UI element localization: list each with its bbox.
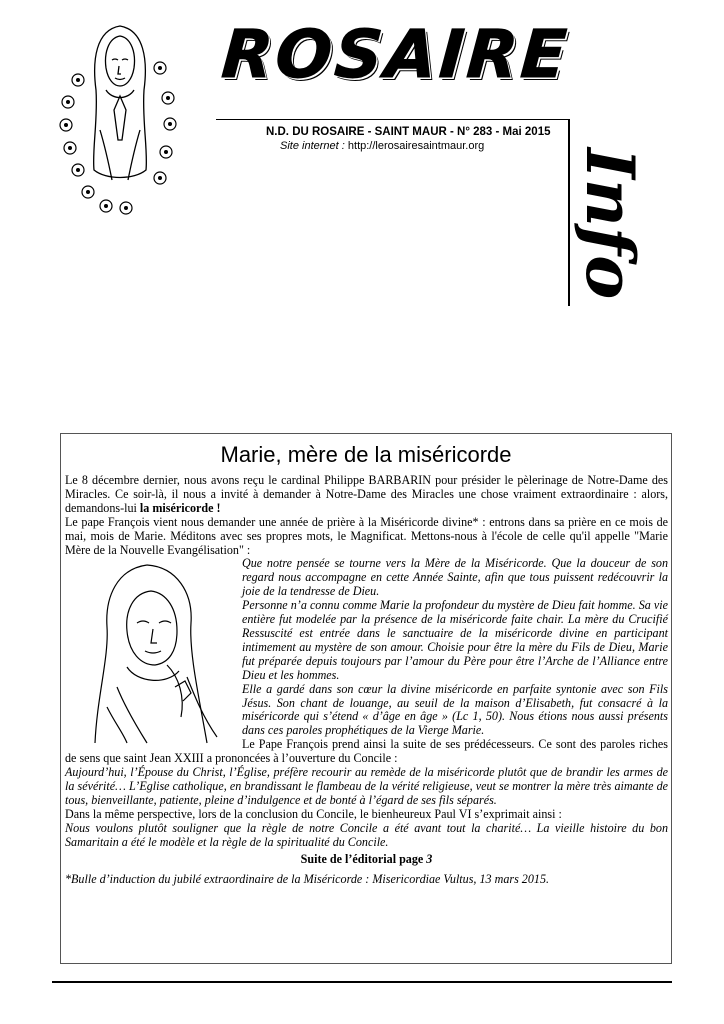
site-url-link[interactable]: http://lerosairesaintmaur.org [347,140,485,152]
quote-paragraph: Que notre pensée se tourne vers la Mère de la Miséricorde. Que la douceur de son regard nous accompagne en cette Année Sainte, afin que tous puissent redécouvrir la joie de la tendresse de Dieu. [242,556,668,599]
article-body [65,474,668,887]
bold-emphasis: la miséricorde ! [139,500,221,515]
continued-note: Suite de l’éditorial page 3 [300,852,433,867]
footnote: *Bulle d’induction du jubilé extraordinaire de la Miséricorde : Misericordiae Vultus, 13 mars 2015. [65,872,550,887]
editorial-article [60,433,672,964]
article-paragraph: Dans la même perspective, lors de la conclusion du Concile, le bienheureux Paul VI s’exprimait ainsi : [65,806,562,821]
article-paragraph: Le 8 décembre dernier, nous avons reçu le cardinal Philippe BARBARIN pour présider le pèlerinage de Notre-Dame des Miracles. Ce soir-là, il nous a invité à demander à Notre-Dame des Miracles une chose vraiment extraordinaire : alors, demandons-lui la miséricorde ! [65,473,668,515]
bottom-rule [52,981,672,983]
madonna-rosary-logo [56,20,184,225]
site-label: Site internet : [280,140,345,152]
header-rule-top [216,119,569,120]
mary-portrait-sketch [67,557,237,746]
quote-paragraph: Elle a gardé dans son cœur la divine miséricorde en parfaite syntonie avec son Fils Jésus. Son chant de louange, au seuil de la maison d’Elisabeth, fut consacré à la miséricorde qui s’étend « d’âge en âge » (Lc 1, 50). Nous étions nous aussi présents dans ces paroles prophétiques de la Vierge Marie. [242,681,668,738]
quote-paragraph: Nous voulons plutôt souligner que la règle de notre Concile a été avant tout la charité… La vieille histoire du bon Samaritain a été le modèle et la règle de la spiritualité du Concile. [65,820,668,849]
quote-paragraph: Aujourd’hui, l’Épouse du Christ, l’Église, préfère recourir au remède de la miséricorde plutôt que de brandir les armes de la sévérité… L’Eglise catholique, en brandissant le flambeau de la vérité religieuse, veut se montrer la mère très aimante de tous, bienveillante, patiente, pleine d’indulgence et de bonté à l’égard de ses fils séparés. [65,765,668,807]
quote-paragraph: Personne n’a connu comme Marie la profondeur du mystère de Dieu fait homme. Sa vie entière fut modelée par la présence de la miséricorde faite chair. La mère du Crucifié Ressuscité est entrée dans le sanctuaire de la miséricorde divine en participant intimement au mystère de son amour. Choisie pour être la mère du Fils de Dieu, Marie fut préparée depuis toujours par l’amour du Père pour être l’Arche de l’Alliance entre Dieu et les hommes. [242,598,668,682]
article-paragraph: Le pape François vient nous demander une année de prière à la Miséricorde divine* : entrons dans sa prière en ce mois de mai, mois de Marie. Méditons avec ses propres mots, le Magnificat. Mettons-nous à l'école de celle qu'il appelle "Marie Mère de la Nouvelle Evangélisation" : [65,514,668,557]
issue-line: N.D. DU ROSAIRE - SAINT MAUR - N° 283 - Mai 2015 [266,126,551,138]
site-line [280,140,570,152]
info-side-logo [571,148,649,308]
info-side-logo-text: Info [571,148,649,300]
masthead-title: ROSAIRE [219,16,572,93]
article-title: Marie, mère de la miséricorde [220,442,512,467]
article-paragraph: Le Pape François prend ainsi la suite de ses prédécesseurs. Ce sont des paroles riches de sens que saint Jean XXIII a prononcées à l’ouverture du Concile : [65,737,668,766]
